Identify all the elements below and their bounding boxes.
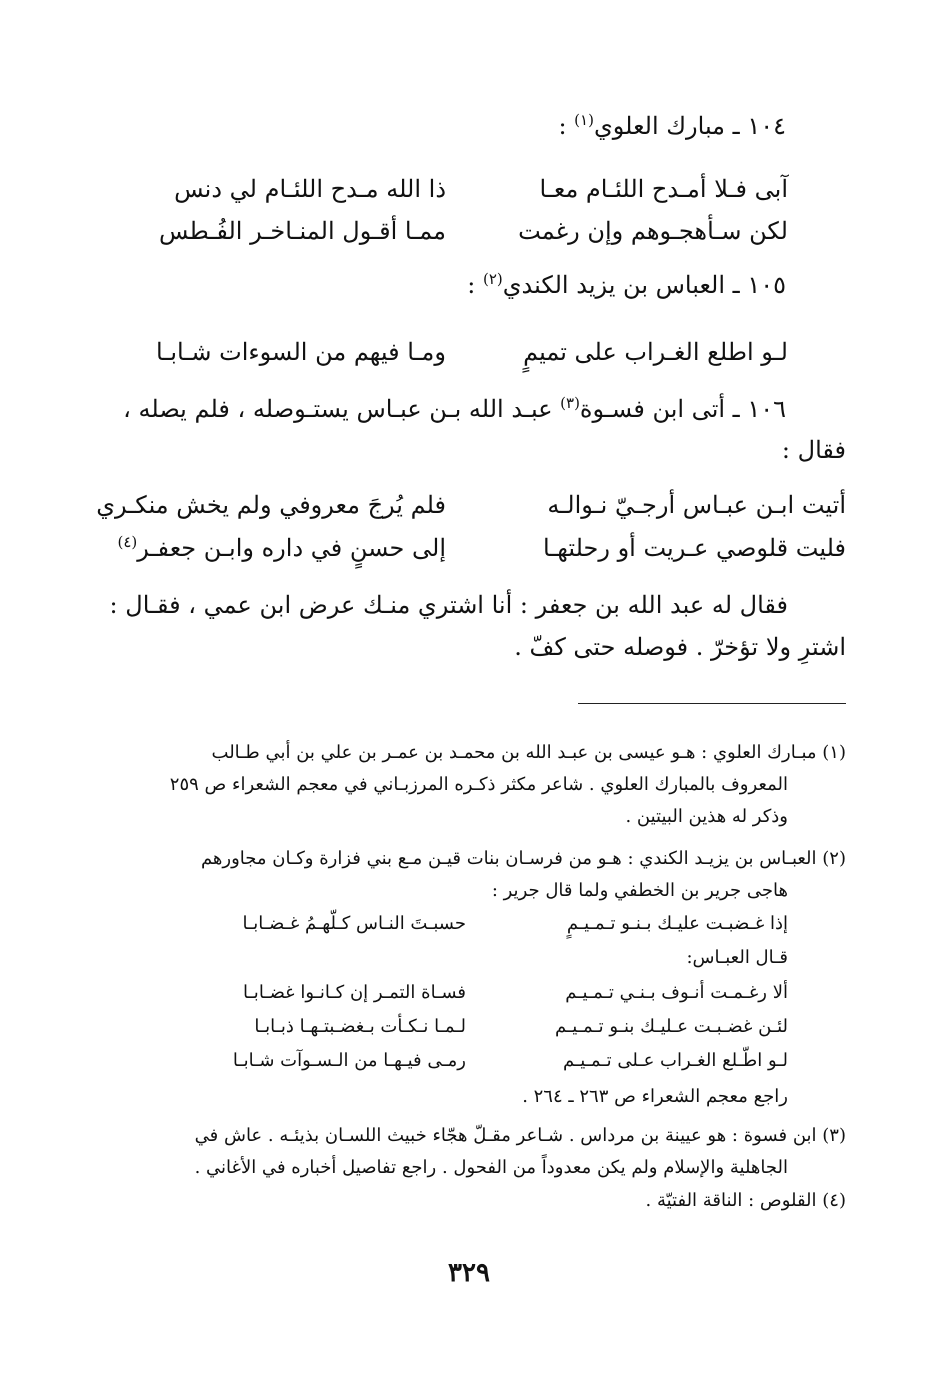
- verse-hemistich-right: آبى فـلا أمـدح اللئـام معـا: [539, 175, 788, 203]
- closing-line: فقال له عبد الله بن جعفر : أنا اشتري منـك عرض ابن عمي ، فقـال :: [109, 591, 788, 619]
- entry-heading-suffix: :: [558, 112, 575, 140]
- closing-line: اشترِ ولا تؤخرّ . فوصله حتى كفّ .: [514, 633, 846, 661]
- footnote-verse-left: رمـى فيـهـا من الـسـوآت شـابـا: [232, 1050, 466, 1071]
- footnote-ref[interactable]: (٢): [482, 270, 503, 288]
- verse-text: إلى حسنٍ في داره وابـن جعفـر: [137, 534, 446, 562]
- footnote-3-line: (٣) ابن فسوة : هو عيينة بن مرداس . شـاعر مقـلّ هجّاء خبيث اللسـان بذيئـه . عاش في: [194, 1125, 846, 1146]
- footnote-verse-right: لـو اطّـلع الغـراب عـلى تـمـيـم: [562, 1050, 788, 1071]
- entry-heading-104: [558, 111, 786, 141]
- footnote-verse-right: لئـن غضـبـت عـليـك بنـو تـمـيـم: [555, 1016, 788, 1037]
- page-number: ٣٢٩: [448, 1258, 490, 1288]
- footnote-verse-right: ألا رغـمـت أنـوف بـنـي تـمـيـم: [565, 982, 788, 1003]
- entry-text-106: [123, 394, 786, 424]
- footnote-4-line: (٤) القلوص : الناقة الفتيّة .: [645, 1190, 846, 1211]
- footnote-1-line: وذكر له هذين البيتين .: [625, 806, 788, 827]
- entry-text: ١٠٦ ـ أتى ابن فسـوة: [579, 395, 786, 423]
- verse-hemistich-left: فلم يُرجَ معروفي ولم يخش منكـري: [96, 491, 446, 519]
- footnote-3-line: الجاهلية والإسلام ولم يكن معدوداً من الفحول . راجع تفاصيل أخباره في الأغاني .: [194, 1157, 788, 1178]
- footnote-ref[interactable]: (٣): [560, 394, 580, 412]
- verse-hemistich-left: ممـا أقـول المنـاخـر الفُـطس: [159, 217, 446, 245]
- verse-hemistich-right: لـو اطلع الغـراب على تميمٍ: [523, 338, 788, 366]
- footnote-2-reference: راجع معجم الشعراء ص ٢٦٣ ـ ٢٦٤ .: [522, 1086, 788, 1107]
- footnote-ref[interactable]: (٤): [117, 533, 138, 551]
- entry-heading-suffix: :: [467, 271, 483, 299]
- verse-hemistich-right: فليت قلوصي عـريت أو رحلتهـا: [542, 534, 846, 562]
- footnote-2-line: (٢) العبـاس بن يزيـد الكندي : هـو من فرسـان بنات قيـن مـع بني فزارة وكـان مجاورهم: [200, 848, 846, 869]
- verse-hemistich-right: أتيت ابـن عبـاس أرجـيّ نـوالـه: [547, 491, 846, 519]
- footnote-2-line: هاجى جرير بن الخطفي ولما قال جرير :: [491, 880, 788, 901]
- verse-hemistich-right: لكن سـأهجـوهم وإن رغمت: [518, 217, 788, 245]
- entry-text-continuation: فقال :: [781, 436, 846, 464]
- footnote-2-line: قـال العبـاس:: [686, 947, 788, 968]
- verse-hemistich-left: ومـا فيهم من السوءات شـابـا: [156, 338, 446, 366]
- verse-hemistich-left: ذا الله مـدح اللئـام لي دنس: [174, 175, 446, 203]
- footnote-verse-left: فسـاة التمـر إن كـانـوا غضـابـا: [243, 982, 466, 1003]
- footnote-verse-left: لـمـا نـكـأت بـغضـبتـهـا ذبـابـا: [254, 1016, 466, 1037]
- verse-hemistich-left: [118, 533, 447, 563]
- footnote-ref[interactable]: (١): [574, 111, 594, 129]
- footnote-1-line: المعروف بالمبارك العلوي . شاعر مكثر ذكـره المرزبـاني في معجم الشعراء ص ٢٥٩: [169, 774, 788, 795]
- footnote-1-line: (١) مبـارك العلوي : هـو عيسى بن عبـد الله بن محمـد بن عمـر بن علي بن أبي طـالب: [211, 742, 846, 763]
- footnote-separator: [578, 703, 846, 704]
- footnote-verse-right: إذا غـضبـت عليـك بـنـو تـمـيـمٍ: [566, 913, 788, 934]
- footnote-verse-left: حسبـتَ النـاس كـلّهـمُ غـضـابـا: [242, 913, 466, 934]
- entry-heading-text: ١٠٤ ـ مبارك العلوي: [593, 112, 786, 140]
- entry-heading-text: ١٠٥ ـ العباس بن يزيد الكندي: [502, 271, 786, 299]
- entry-text: عبـد الله بـن عبـاس يستـوصله ، فلم يصله ،: [123, 395, 561, 423]
- entry-heading-105: [467, 270, 786, 300]
